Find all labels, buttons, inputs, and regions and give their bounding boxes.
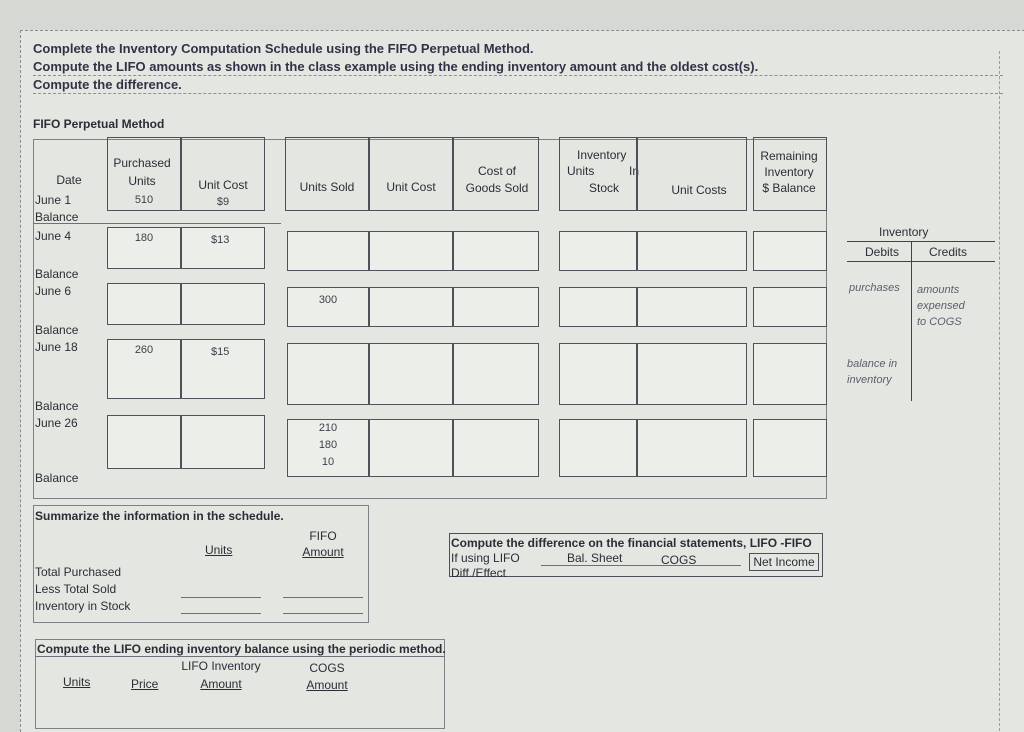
row-june18-cost: $15 — [211, 346, 230, 358]
row-june4-cost: $13 — [211, 234, 230, 246]
difference-col-balsheet: Bal. Sheet — [567, 551, 623, 565]
summary-col-amount: Amount — [302, 545, 344, 559]
june6-cogs-cell[interactable] — [453, 287, 539, 327]
row-june6-sold: 300 — [318, 294, 338, 306]
row-june26-sold-2: 180 — [318, 439, 338, 451]
header-inv-in: In — [629, 164, 640, 178]
row-june1-units: 510 — [134, 194, 154, 206]
t-account-balance-note-1: balance in — [847, 358, 898, 370]
row-balance-2: Balance — [35, 267, 79, 281]
lifo-col-inv-amount: Amount — [200, 677, 242, 691]
row-balance-1: Balance — [35, 210, 79, 224]
june6-remaining-cell[interactable] — [753, 287, 827, 327]
june26-unitcosts-cell[interactable] — [637, 419, 747, 477]
instruction-1: Complete the Inventory Computation Schedule using the FIFO Perpetual Method. — [33, 41, 534, 56]
june18-unitcost-cell[interactable] — [369, 343, 453, 405]
row-balance-5: Balance — [35, 471, 79, 485]
june26-unitcost-cell[interactable] — [369, 419, 453, 477]
header-inventory: Inventory — [577, 148, 627, 162]
june26-cogs-cell[interactable] — [453, 419, 539, 477]
june26-cost-cell[interactable] — [181, 415, 265, 469]
june6-unitcost-cell[interactable] — [369, 287, 453, 327]
summary-units-line-2[interactable] — [181, 613, 261, 614]
june26-remaining-cell[interactable] — [753, 419, 827, 477]
row-june4-date: June 4 — [35, 229, 72, 243]
header-unit-costs: Unit Costs — [671, 183, 727, 197]
june4-stock-cell[interactable] — [559, 231, 637, 271]
difference-col-netincome: Net Income — [753, 555, 815, 569]
header-remaining: Remaining — [760, 149, 818, 163]
row-june18-units: 260 — [134, 344, 154, 356]
row-june1-date: June 1 — [35, 193, 72, 207]
instruction-2: Compute the LIFO amounts as shown in the class example using the ending inventory amount and the oldest cost(s). — [33, 59, 759, 74]
row-june1-cost: $9 — [216, 196, 230, 208]
lifo-col-units: Units — [63, 675, 91, 689]
difference-row-effect: Diff./Effect — [451, 566, 506, 580]
june4-remaining-cell[interactable] — [753, 231, 827, 271]
summary-row-purchased: Total Purchased — [35, 565, 122, 579]
lifo-title: Compute the LIFO ending inventory balance using the periodic method. — [37, 642, 446, 656]
worksheet — [20, 30, 1024, 732]
lifo-col-cogs-amount: Amount — [306, 678, 348, 692]
t-account-credit-note-3: to COGS — [917, 316, 962, 328]
lifo-col-cogs: COGS — [309, 661, 345, 675]
header-units-sold: Units Sold — [299, 180, 355, 194]
lifo-col-inventory: LIFO Inventory — [181, 659, 261, 673]
june18-unitcosts-cell[interactable] — [637, 343, 747, 405]
summary-col-units: Units — [205, 543, 233, 557]
lifo-col-price: Price — [131, 677, 159, 691]
header-inv-stock: Stock — [589, 181, 620, 195]
t-account-credits: Credits — [929, 245, 968, 259]
header-cogs-2: Goods Sold — [465, 181, 529, 195]
summary-title: Summarize the information in the schedule. — [35, 509, 284, 523]
header-cogs-1: Cost of — [477, 164, 516, 178]
row-balance-3: Balance — [35, 323, 79, 337]
row-june26-sold-3: 10 — [321, 456, 335, 468]
summary-row-stock: Inventory in Stock — [35, 599, 131, 613]
summary-row-sold: Less Total Sold — [35, 582, 117, 596]
row-june4-units: 180 — [134, 232, 154, 244]
row-june6-date: June 6 — [35, 284, 72, 298]
difference-title: Compute the difference on the financial statements, LIFO -FIFO — [451, 536, 812, 550]
summary-units-line-1[interactable] — [181, 597, 261, 598]
t-account-credit-note-1: amounts — [917, 284, 960, 296]
june6-cost-cell[interactable] — [181, 283, 265, 325]
t-account-title: Inventory — [879, 225, 929, 239]
june4-sold-cell[interactable] — [287, 231, 369, 271]
header-units: Units — [128, 174, 156, 188]
header-rem-balance: $ Balance — [762, 181, 816, 195]
t-account-debit-note: purchases — [849, 282, 900, 294]
t-account-debits: Debits — [865, 245, 900, 259]
difference-row-lifo: If using LIFO — [451, 551, 520, 565]
row-balance-4: Balance — [35, 399, 79, 413]
june6-stock-cell[interactable] — [559, 287, 637, 327]
t-account-credit-note-2: expensed — [917, 300, 965, 312]
june26-stock-cell[interactable] — [559, 419, 637, 477]
june18-sold-cell[interactable] — [287, 343, 369, 405]
header-rem-inventory: Inventory — [764, 165, 814, 179]
june18-cogs-cell[interactable] — [453, 343, 539, 405]
june18-remaining-cell[interactable] — [753, 343, 827, 405]
june6-units-cell[interactable] — [107, 283, 181, 325]
june6-unitcosts-cell[interactable] — [637, 287, 747, 327]
june4-cogs-cell[interactable] — [453, 231, 539, 271]
header-date: Date — [56, 173, 82, 187]
row-june26-sold-1: 210 — [318, 422, 338, 434]
june18-stock-cell[interactable] — [559, 343, 637, 405]
june26-units-cell[interactable] — [107, 415, 181, 469]
header-inv-units: Units — [567, 164, 595, 178]
section-title: FIFO Perpetual Method — [33, 117, 165, 131]
row-june18-date: June 18 — [35, 340, 78, 354]
june4-unitcost-cell[interactable] — [369, 231, 453, 271]
t-account-balance-note-2: inventory — [847, 374, 892, 386]
summary-fifo-line-2[interactable] — [283, 613, 363, 614]
june4-unitcosts-cell[interactable] — [637, 231, 747, 271]
header-unit-cost-sold: Unit Cost — [386, 180, 436, 194]
header-purchased: Purchased — [113, 156, 171, 170]
row-june26-date: June 26 — [35, 416, 78, 430]
summary-fifo-line-1[interactable] — [283, 597, 363, 598]
header-unit-cost: Unit Cost — [198, 178, 248, 192]
summary-col-fifo: FIFO — [309, 529, 337, 543]
instruction-3: Compute the difference. — [33, 77, 182, 92]
difference-col-cogs: COGS — [661, 553, 697, 567]
